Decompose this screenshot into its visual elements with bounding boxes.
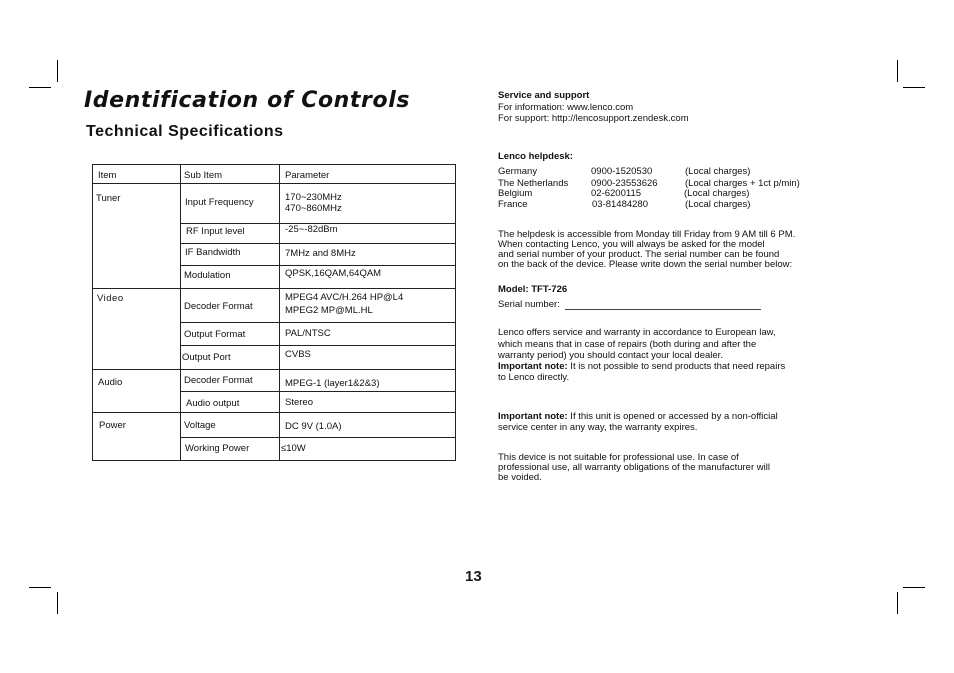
serial-number-line (565, 309, 761, 310)
support-line: For support: http://lencosupport.zendesk.com (498, 113, 689, 124)
page-number: 13 (465, 568, 482, 585)
serial-label: Serial number: (498, 299, 560, 310)
important-note-2 (498, 411, 778, 422)
professional-line: professional use, all warranty obligations of the manufacturer will (498, 462, 770, 473)
sub-item: Output Format (184, 329, 246, 340)
important-note-1 (498, 361, 785, 372)
service-heading: Service and support (498, 90, 590, 101)
sub-item: Output Port (182, 352, 231, 363)
item-power: Power (99, 420, 126, 431)
helpdesk-charge: (Local charges) (684, 188, 750, 199)
helpdesk-phone: 03-81484280 (592, 199, 648, 210)
crop-mark (897, 60, 898, 82)
professional-line: This device is not suitable for professional use. In case of (498, 452, 739, 463)
crop-mark (29, 587, 51, 588)
table-divider (93, 369, 455, 370)
table-divider (180, 345, 455, 346)
helpdesk-country: The Netherlands (498, 178, 569, 189)
professional-line: be voided. (498, 472, 542, 483)
helpdesk-charge: (Local charges + 1ct p/min) (685, 178, 800, 189)
parameter: -25~-82dBm (285, 224, 338, 235)
important-text: It is not possible to send products that need repairs (567, 361, 786, 372)
header-sub-item: Sub Item (184, 170, 223, 181)
table-divider (180, 391, 455, 392)
helpdesk-phone: 0900-1520530 (591, 166, 653, 177)
sub-item: IF Bandwidth (185, 247, 241, 258)
parameter: ≤10W (281, 443, 306, 454)
helpdesk-country: Germany (498, 166, 538, 177)
sub-item: Voltage (184, 420, 216, 431)
parameter: CVBS (285, 349, 311, 360)
helpdesk-heading: Lenco helpdesk: (498, 151, 573, 162)
parameter: 170~230MHz (285, 192, 342, 203)
hours-line: When contacting Lenco, you will always be asked for the model (498, 239, 765, 250)
helpdesk-country: France (498, 199, 528, 210)
hours-line: The helpdesk is accessible from Monday till Friday from 9 AM till 6 PM. (498, 229, 796, 240)
parameter: MPEG4 AVC/H.264 HP@L4 (285, 292, 404, 303)
helpdesk-charge: (Local charges) (685, 166, 751, 177)
helpdesk-phone: 02-6200115 (591, 188, 642, 199)
parameter: 470~860MHz (285, 203, 342, 214)
parameter: MPEG-1 (layer1&2&3) (285, 378, 380, 389)
info-line: For information: www.lenco.com (498, 102, 634, 113)
table-divider (180, 165, 181, 460)
crop-mark (57, 592, 58, 614)
table-divider (180, 265, 455, 266)
crop-mark (903, 587, 925, 588)
crop-mark (903, 87, 925, 88)
sub-item: Decoder Format (184, 375, 253, 386)
important-note-2-cont: service center in any way, the warranty expires. (498, 422, 698, 433)
warranty-line: which means that in case of repairs (both during and after the (498, 339, 757, 350)
model-label: Model: TFT-726 (498, 284, 568, 295)
crop-mark (57, 60, 58, 82)
item-tuner: Tuner (96, 193, 121, 204)
helpdesk-phone: 0900-23553626 (591, 178, 658, 189)
table-divider (180, 322, 455, 323)
parameter: 7MHz and 8MHz (285, 248, 356, 259)
helpdesk-charge: (Local charges) (685, 199, 751, 210)
table-divider (93, 412, 455, 413)
parameter: QPSK,16QAM,64QAM (285, 268, 382, 279)
important-text: If this unit is opened or accessed by a non-official (567, 411, 778, 422)
hours-line: on the back of the device. Please write down the serial number below: (498, 259, 793, 270)
table-divider (93, 183, 455, 184)
helpdesk-country: Belgium (498, 188, 533, 199)
parameter: PAL/NTSC (285, 328, 331, 339)
crop-mark (897, 592, 898, 614)
important-label: Important note: (498, 411, 568, 422)
header-parameter: Parameter (285, 170, 330, 181)
sub-item: Audio output (186, 398, 240, 409)
parameter: DC 9V (1.0A) (285, 421, 342, 432)
section-title: Technical Specifications (86, 123, 284, 140)
table-divider (180, 243, 455, 244)
table-divider (279, 165, 280, 460)
sub-item: RF Input level (186, 226, 245, 237)
sub-item: Modulation (184, 270, 231, 281)
spec-table (92, 164, 456, 461)
hours-line: and serial number of your product. The serial number can be found (498, 249, 780, 260)
page-title: Identification of Controls (84, 88, 411, 113)
important-note-1-cont: to Lenco directly. (498, 372, 570, 383)
table-divider (93, 288, 455, 289)
warranty-line: warranty period) you should contact your local dealer. (498, 350, 723, 361)
sub-item: Input Frequency (185, 197, 254, 208)
important-label: Important note: (498, 361, 568, 372)
parameter: Stereo (285, 397, 313, 408)
header-item: Item (98, 170, 117, 181)
item-audio: Audio (98, 377, 123, 388)
crop-mark (29, 87, 51, 88)
warranty-line: Lenco offers service and warranty in accordance to European law, (498, 327, 776, 338)
sub-item: Working Power (185, 443, 250, 454)
item-video: Video (97, 293, 124, 304)
table-divider (180, 437, 455, 438)
parameter: MPEG2 MP@ML.HL (285, 305, 373, 316)
sub-item: Decoder Format (184, 301, 253, 312)
